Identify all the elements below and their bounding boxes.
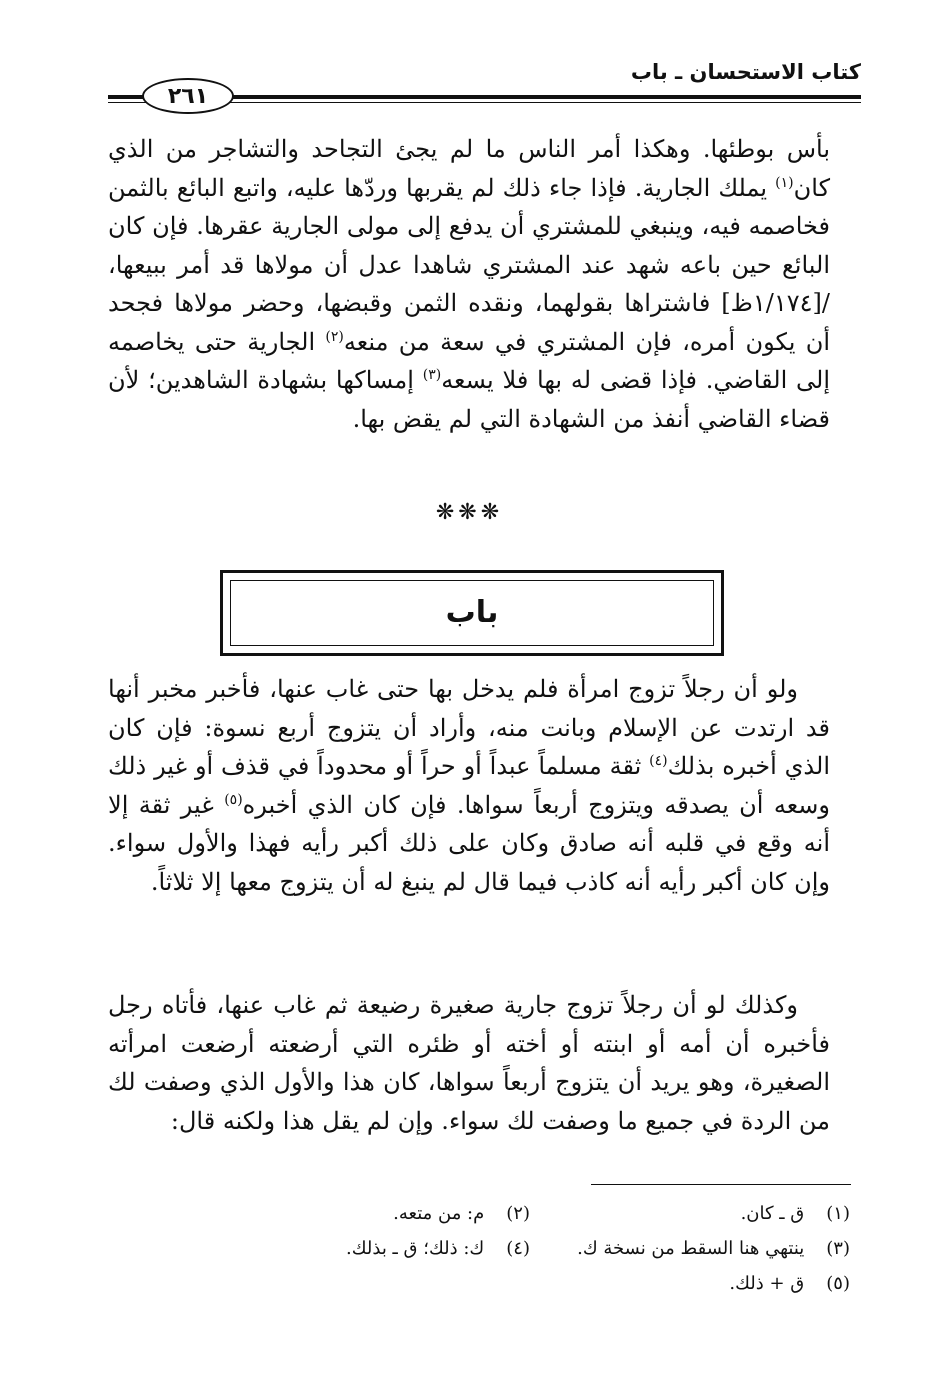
- footnote-text: ق ـ كان.: [740, 1203, 805, 1224]
- chapter-title: باب: [445, 595, 499, 630]
- footnote-number: (٢): [506, 1203, 530, 1224]
- p1-line-5: ببيعها، /[١/١٧٤ظ] فاشتراها بقولهما، ونقده الثمن وقبضها، وحضر مولاها: [108, 250, 830, 317]
- p3-line-3: الصغيرة، وهو يريد أن يتزوج أربعاً سواها، كان هذا والأول الذي وصفت: [143, 1068, 830, 1096]
- section-separator-ornament: ❋❋❋: [435, 500, 504, 525]
- paragraph-2: [108, 670, 830, 901]
- footnote-row: [200, 1196, 850, 1231]
- footnote-text: م: من متعه.: [393, 1203, 485, 1224]
- p3-line-1: وكذلك لو أن رجلاً تزوج جارية صغيرة رضيعة ثم غاب عنها، فأتاه: [161, 991, 798, 1019]
- p2-line-3b: ثقة مسلماً عبداً أو حراً أو محدوداً في قذف أو: [194, 752, 650, 780]
- p1-line-1: بأس بوطئها. وهكذا أمر الناس ما لم يجئ التجاحد والتشاجر من الذي: [108, 135, 831, 163]
- footnote-ref-2[interactable]: (٢): [325, 328, 344, 345]
- footnote-number: (٥): [826, 1273, 850, 1294]
- p1-line-6b: الجارية حتى: [194, 327, 326, 356]
- p2-line-5: ثقة إلا أنه وقع في قلبه أنه صادق وكان على ذلك أكبر رأيه فهذا والأول: [108, 790, 830, 857]
- paragraph-3-text: [108, 986, 830, 1140]
- p2-line-1: ولو أن رجلاً تزوج امرأة فلم يدخل بها حتى غاب عنها، فأخبر مخبر: [148, 675, 798, 703]
- p2-line-7: ثلاثاً.: [150, 867, 194, 896]
- p2-line-4a: غير ذلك وسعه أن يصدقه ويتزوج أربعاً سواها. فإن كان الذي أخبره: [108, 752, 830, 819]
- p2-line-3a: كان الذي أخبره بذلك: [108, 713, 830, 780]
- paragraph-3: [108, 986, 830, 1140]
- footnote-text: ق + ذلك.: [729, 1273, 805, 1294]
- footnote-separator-rule: [591, 1184, 851, 1185]
- page-number: ٢٦١: [142, 78, 234, 114]
- footnote-row: [200, 1266, 850, 1301]
- footnote-number: (٣): [826, 1238, 850, 1259]
- p2-line-6: سواء. وإن كان أكبر رأيه أنه كاذب فيما قال لم ينبغ له أن يتزوج معها إلا: [108, 829, 830, 896]
- paragraph-1: [108, 130, 830, 438]
- footnotes: [200, 1196, 850, 1301]
- running-header-title: كتاب الاستحسان ـ باب: [630, 60, 861, 84]
- p1-line-3: بالثمن فخاصمه فيه، وينبغي للمشتري أن يدفع إلى مولى الجارية عقرها. فإن: [108, 173, 830, 240]
- p1-line-7b: إمساكها بشهادة: [257, 366, 423, 394]
- footnote-ref-1[interactable]: (١): [775, 174, 794, 191]
- footnote-3: [530, 1231, 850, 1266]
- footnote-5: [530, 1266, 850, 1301]
- p3-line-2: رجل فأخبره أن أمه أو ابنته أو أخته أو ظئره التي أرضعته أرضعت امرأته: [108, 991, 830, 1058]
- footnote-1: [530, 1196, 850, 1231]
- footnote-4: [210, 1231, 530, 1266]
- footnote-row: [200, 1231, 850, 1266]
- footnote-2: [210, 1196, 530, 1231]
- paragraph-1-text: [108, 130, 830, 438]
- footnote-ref-4[interactable]: (٤): [649, 753, 668, 769]
- p1-line-7a: يخاصمه إلى القاضي. فإذا قضى له بها فلا يسعه: [108, 327, 830, 394]
- footnote-ref-3[interactable]: (٣): [422, 367, 442, 383]
- footnote-number: (٤): [506, 1238, 530, 1259]
- p1-line-2a: كان: [793, 173, 830, 202]
- p1-line-2b: يملك الجارية. فإذا جاء ذلك لم يقربها وردّها عليه، واتبع البائع: [176, 173, 776, 202]
- footnote-number: (١): [826, 1203, 850, 1224]
- p1-line-4: كان البائع حين باعه شهد عند المشتري شاهدا عدل أن مولاها قد أمر: [108, 212, 830, 279]
- chapter-title-frame: [220, 570, 724, 656]
- footnote-ref-5[interactable]: (٥): [224, 791, 243, 808]
- p1-line-8: الشاهدين؛ لأن قضاء القاضي أنفذ من الشهادة التي لم يقض بها.: [108, 366, 830, 433]
- p1-line-6a: فجحد أن يكون أمره، فإن المشتري في سعة من منعه: [108, 289, 830, 356]
- p2-line-4b: غير: [180, 790, 225, 819]
- p2-line-2: أنها قد ارتدت عن الإسلام وبانت منه، وأراد أن يتزوج أربع نسوة: فإن: [108, 675, 830, 742]
- p3-line-4: لك من الردة في جميع ما وصفت لك سواء. وإن لم يقل هذا ولكنه قال:: [108, 1068, 830, 1135]
- footnote-text: ينتهي هنا السقط من نسخة ك.: [577, 1238, 805, 1259]
- footnote-text: ك: ذلك؛ ق ـ بذلك.: [346, 1238, 485, 1259]
- paragraph-2-text: [108, 670, 830, 901]
